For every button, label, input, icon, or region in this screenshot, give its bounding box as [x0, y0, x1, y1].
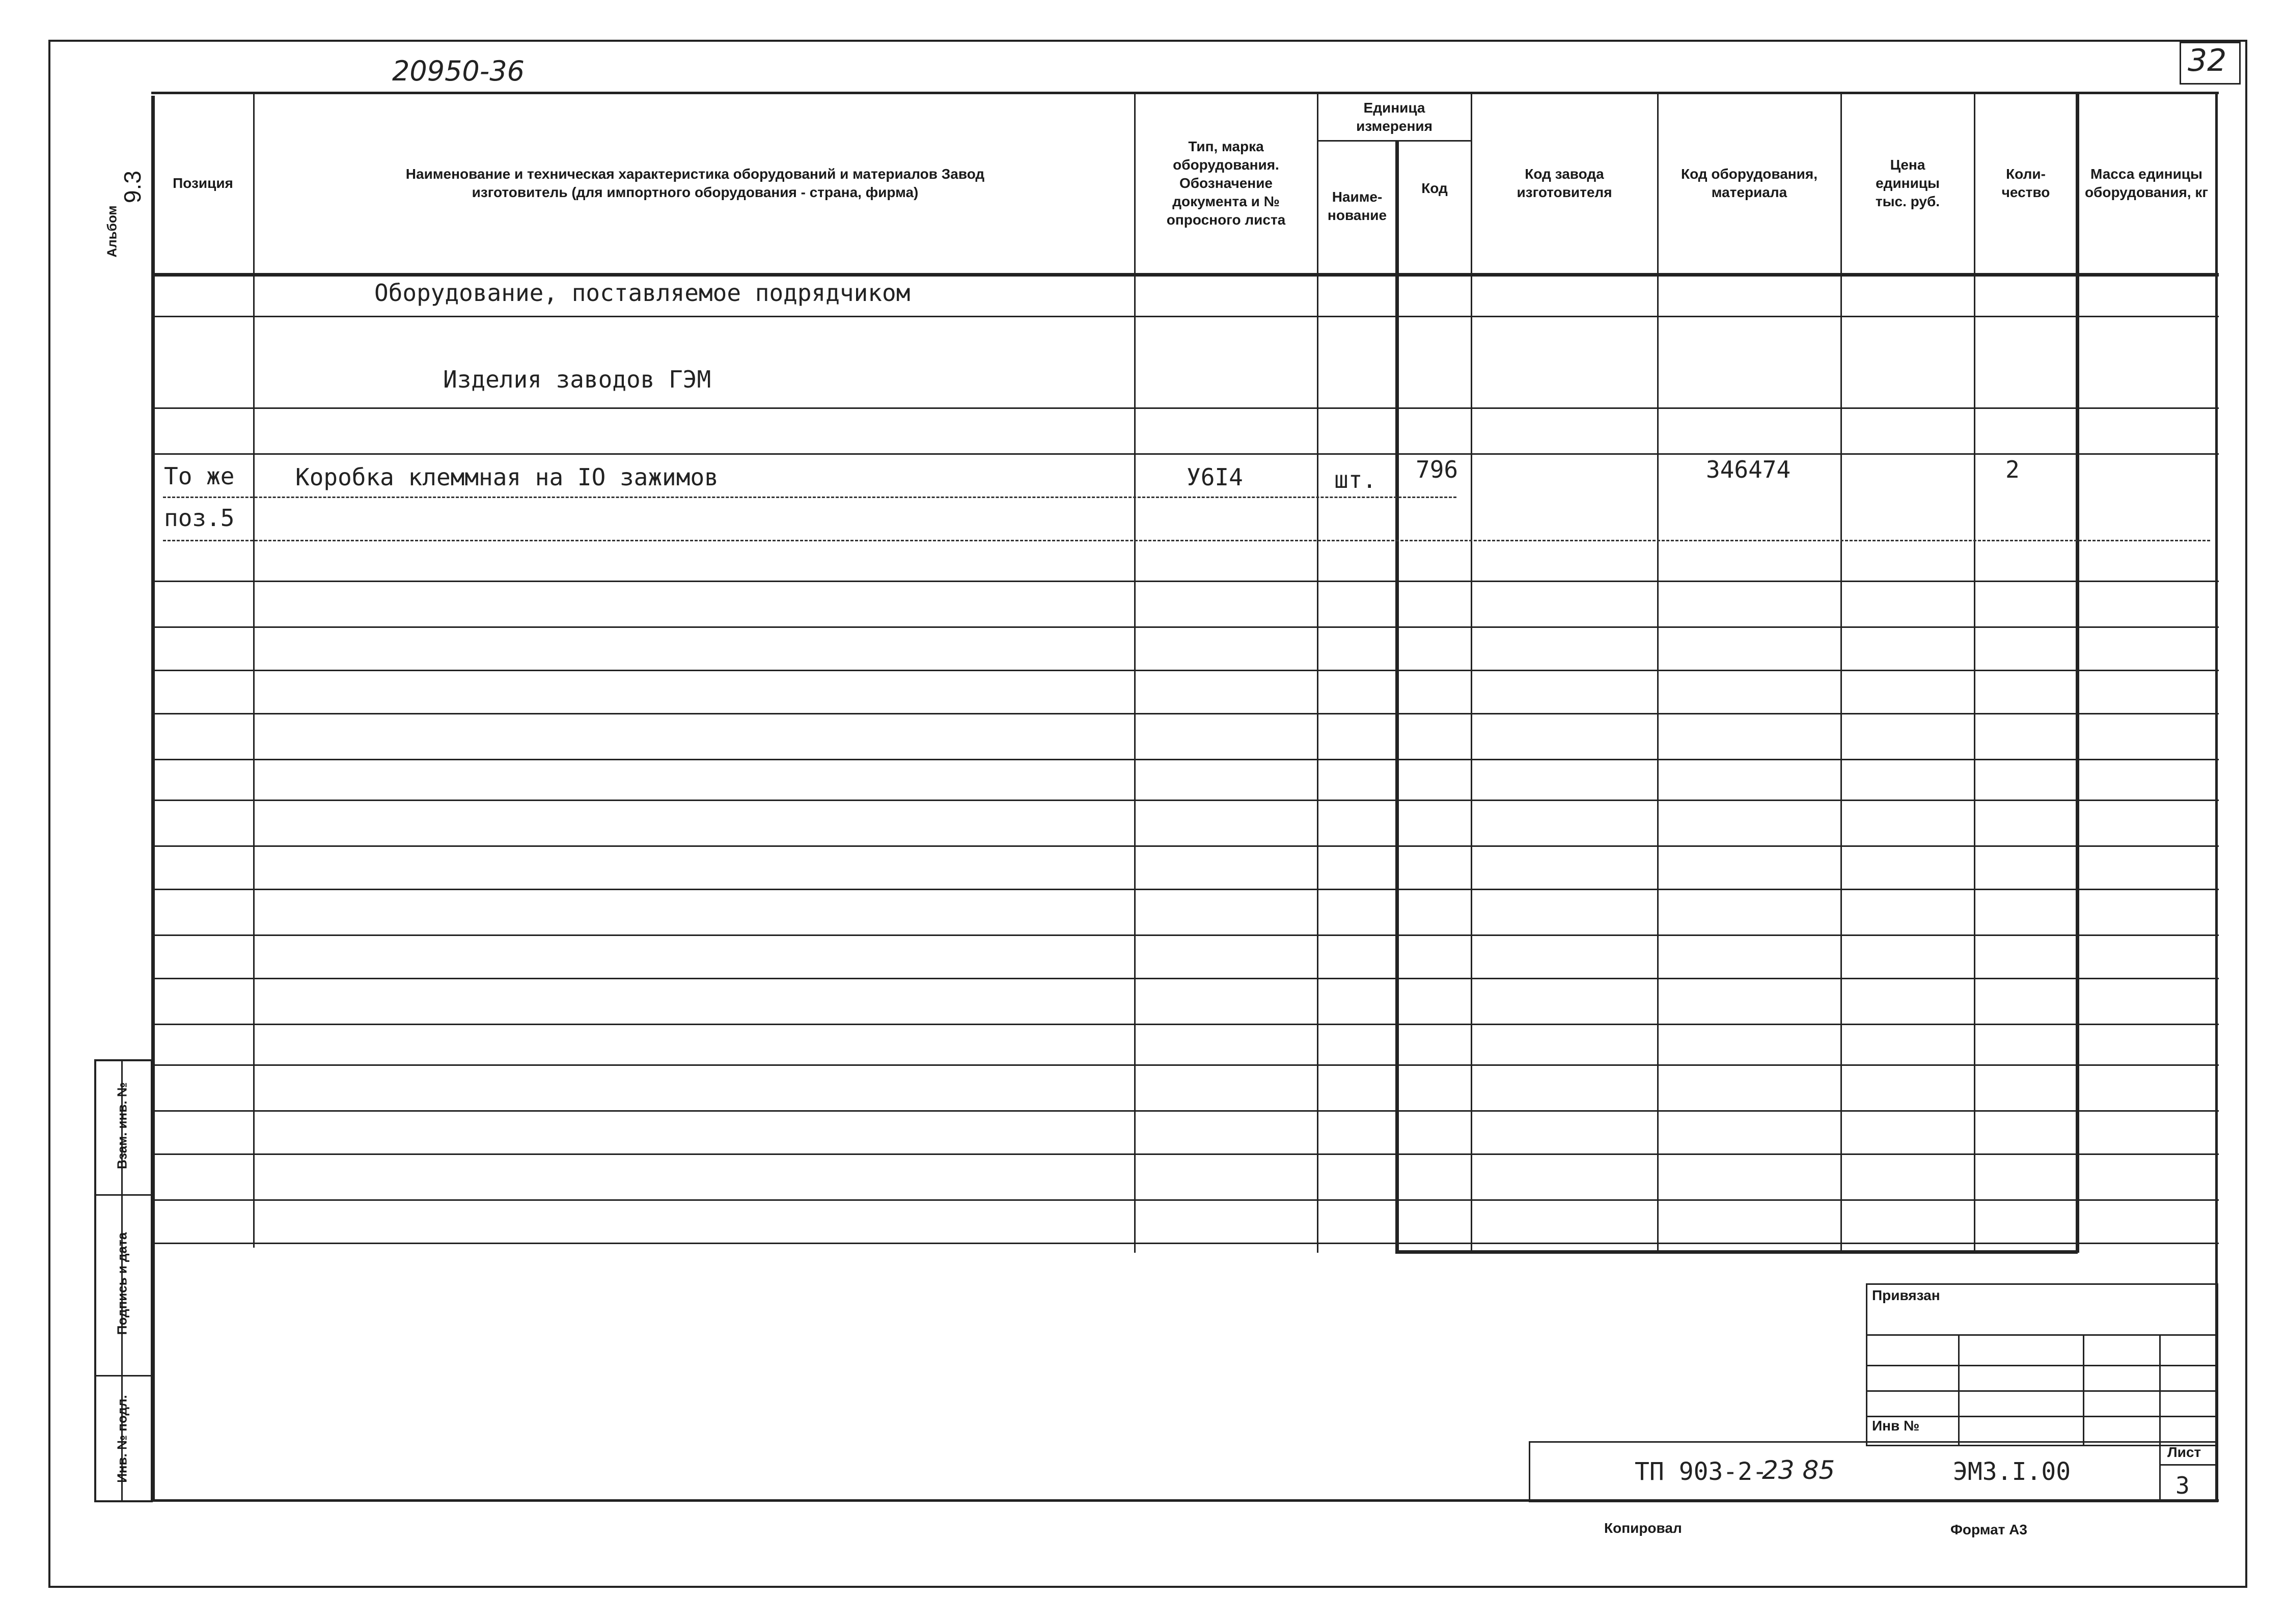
- stamp-inv-no: Инв №: [1872, 1418, 1920, 1434]
- row-position-line1: То же: [164, 462, 235, 490]
- row-line: [151, 1024, 2219, 1025]
- row-item-type: У6I4: [1187, 463, 1243, 491]
- stamp-list-divider-h: [2159, 1464, 2218, 1466]
- stamp-doc-code-hand: 23 85: [1762, 1455, 1835, 1485]
- side-label-vzam: Взам. инв. №: [114, 1082, 130, 1169]
- header-factory-code: Код завода изготовителя: [1517, 166, 1612, 200]
- stamp-col: [2083, 1334, 2084, 1446]
- stamp-list-label: Лист: [2167, 1444, 2201, 1460]
- row-line: [151, 934, 2219, 936]
- stamp-privyazan: Привязан: [1872, 1287, 1940, 1303]
- row-line: [151, 1110, 2219, 1112]
- row-line: [151, 1199, 2219, 1201]
- col-divider-5: [1471, 92, 1472, 1253]
- footer-format: Формат А3: [1950, 1522, 2027, 1537]
- header-unit-code: Код: [1421, 180, 1448, 196]
- stamp-col: [2159, 1334, 2161, 1446]
- section-title-contractor: Оборудование, поставляемое подрядчиком: [374, 279, 911, 307]
- album-label: Альбом: [104, 205, 120, 258]
- header-quantity: Коли- чество: [2001, 166, 2050, 200]
- row-line: [151, 978, 2219, 979]
- stamp-line: [1866, 1390, 2218, 1392]
- section-title-gem: Изделия заводов ГЭМ: [443, 366, 711, 393]
- row-line: [151, 670, 2219, 671]
- stamp-line: [1866, 1365, 2218, 1366]
- col-divider-8: [1974, 92, 1975, 1253]
- row-unit-code: 796: [1416, 456, 1458, 483]
- col-divider-2: [1134, 92, 1136, 1253]
- row-line: [151, 581, 2219, 582]
- row-line: [151, 1153, 2219, 1155]
- stamp-list-divider: [2159, 1441, 2161, 1502]
- stamp-title-box: [1529, 1441, 2218, 1502]
- row-line-dashed: [163, 540, 2210, 541]
- row-line: [151, 626, 2219, 628]
- row-underline: [163, 497, 1456, 498]
- col-divider-7: [1840, 92, 1842, 1253]
- side-label-inv-podl: Инв. № подл.: [114, 1395, 130, 1483]
- header-mass: Масса единицы оборудования, кг: [2084, 166, 2209, 200]
- table-bottom-thick: [1395, 1250, 2078, 1254]
- header-unit-group: Единица измерения: [1356, 100, 1433, 134]
- row-line: [151, 453, 2219, 455]
- header-position: Позиция: [173, 175, 233, 191]
- row-line: [151, 889, 2219, 890]
- col-divider-4: [1395, 140, 1399, 1253]
- stamp-doc-mark: ЭМЗ.I.00: [1953, 1457, 2071, 1486]
- header-type: Тип, марка оборудования. Обозначение документа и № опросного листа: [1166, 139, 1286, 228]
- col-divider-9: [2076, 92, 2079, 1253]
- row-line: [151, 759, 2219, 760]
- side-panel-divider: [94, 1194, 153, 1196]
- col-divider-3: [1317, 92, 1318, 1253]
- side-label-podpis: Подпись и дата: [114, 1232, 130, 1335]
- row-line: [151, 713, 2219, 714]
- album-number: 9.3: [119, 171, 146, 203]
- row-line: [151, 316, 2219, 317]
- col-divider-6: [1657, 92, 1659, 1253]
- header-bottom-border: [151, 273, 2219, 277]
- row-line: [151, 1064, 2219, 1066]
- row-line: [151, 800, 2219, 801]
- row-position-line2: поз.5: [164, 504, 235, 532]
- stamp-col: [1958, 1334, 1960, 1446]
- header-price: Цена единицы тыс. руб.: [1875, 157, 1940, 209]
- row-equipment-code: 346474: [1706, 456, 1791, 483]
- stamp-doc-code-prefix: ТП 903-2-: [1635, 1457, 1768, 1486]
- row-line: [151, 845, 2219, 847]
- row-line: [151, 407, 2219, 409]
- stamp-line: [1866, 1334, 2218, 1336]
- table-top-border: [151, 92, 2219, 94]
- stamp-line: [1866, 1416, 2218, 1417]
- row-quantity: 2: [2005, 456, 2020, 483]
- corner-sheet-number: 32: [2188, 43, 2227, 78]
- row-unit-name: шт.: [1334, 466, 1377, 493]
- row-line: [151, 1243, 2219, 1244]
- stamp-list-number: 3: [2175, 1472, 2190, 1499]
- unit-group-divider: [1317, 140, 1471, 142]
- header-equipment-code: Код оборудования, материала: [1681, 166, 1818, 200]
- doc-number-top: 20950-36: [392, 55, 525, 87]
- header-name: Наименование и техническая характеристика оборудований и материалов Завод изготовитель (для импортного оборудования - страна, фирма): [405, 166, 985, 200]
- footer-kopiroval: Копировал: [1604, 1520, 1682, 1536]
- header-unit-name: Наиме- нование: [1327, 189, 1387, 223]
- row-item-name: Коробка клеммная на IO зажимов: [295, 463, 719, 491]
